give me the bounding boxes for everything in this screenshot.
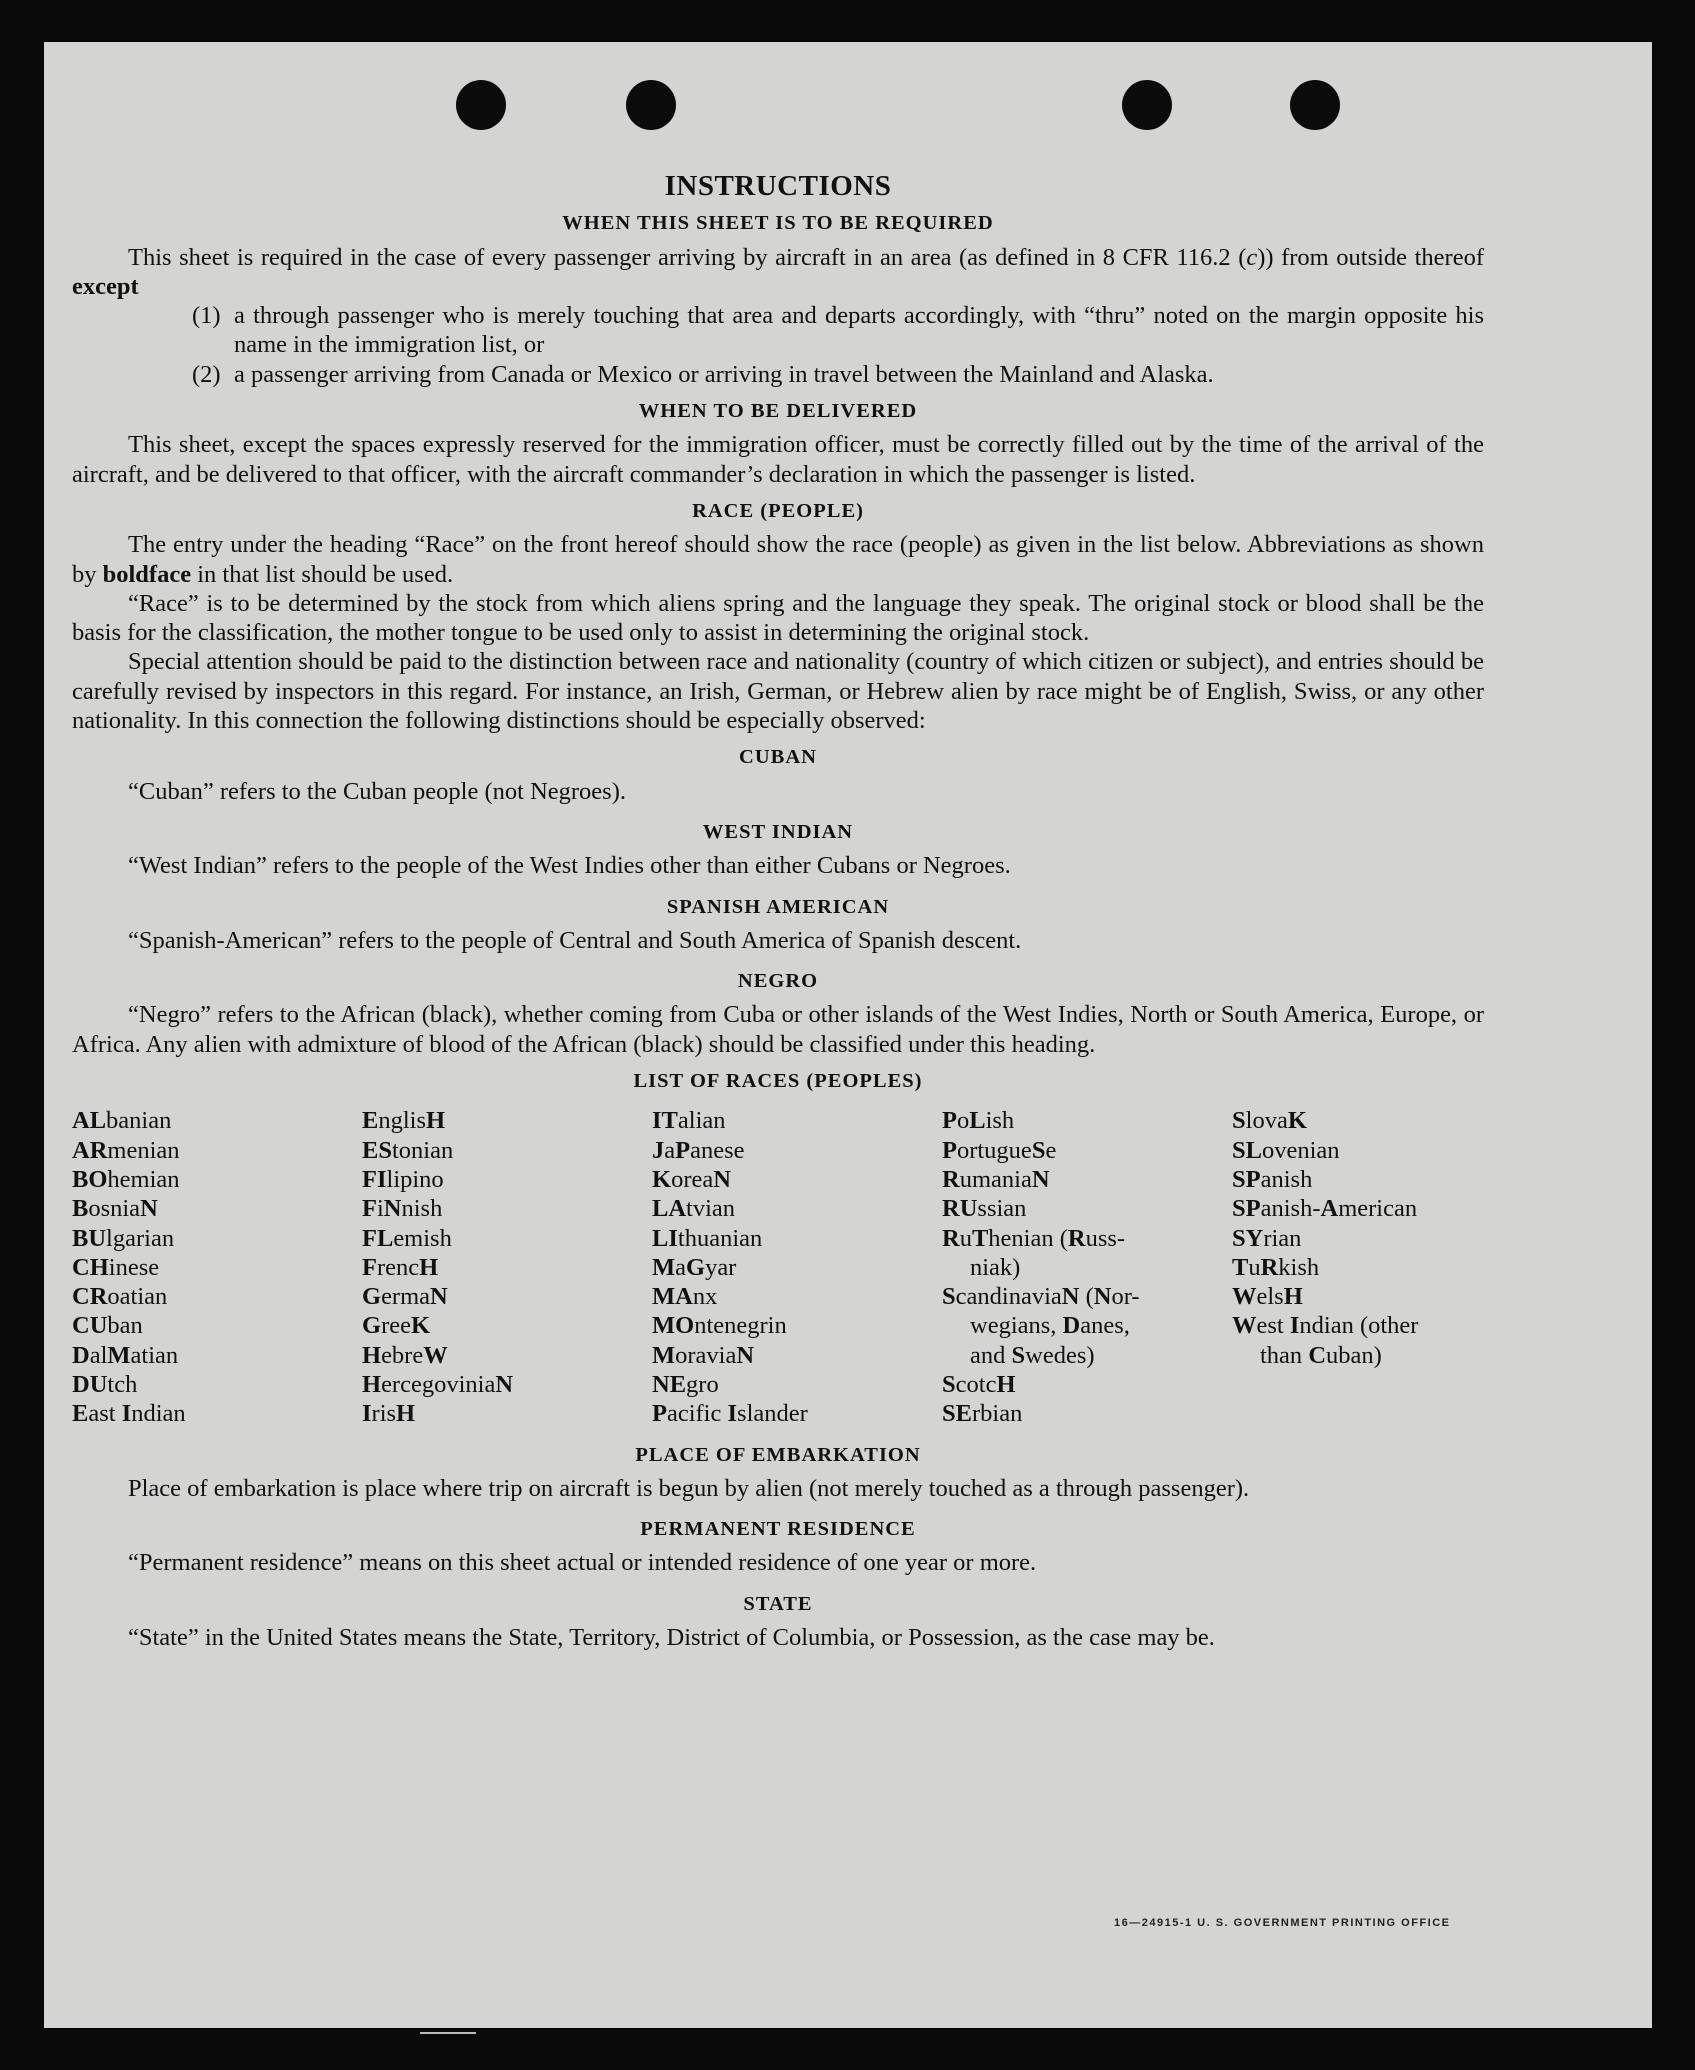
- race-entry: FLemish: [362, 1224, 452, 1252]
- section-heading-residence: PERMANENT RESIDENCE: [640, 1518, 916, 1541]
- race-entry: ITalian: [652, 1107, 726, 1135]
- embarkation-text: Place of embarkation is place where trip on aircraft is begun by alien (not merely touched as a through passenger).: [128, 1474, 1250, 1502]
- section-heading-embarkation: PLACE OF EMBARKATION: [635, 1443, 921, 1466]
- section-heading-race: RACE (PEOPLE): [692, 499, 864, 522]
- exception-number: (2): [192, 360, 221, 388]
- punch-hole: [1290, 80, 1340, 130]
- race-entry: SPanish-American: [1232, 1195, 1418, 1223]
- race-entry: FrencH: [362, 1253, 439, 1281]
- section-heading-required: WHEN THIS SHEET IS TO BE REQUIRED: [562, 212, 994, 235]
- race-entry: SlovaK: [1232, 1107, 1307, 1135]
- section-heading-spanish-american: SPANISH AMERICAN: [666, 895, 890, 918]
- race-entry: MoraviaN: [652, 1341, 755, 1369]
- race-entry: FIlipino: [362, 1165, 444, 1193]
- race-entry: West Indian (other: [1232, 1312, 1419, 1340]
- section-heading-races-list: LIST OF RACES (PEOPLES): [633, 1070, 923, 1093]
- exception-number: (1): [192, 302, 221, 330]
- race-entry: niak): [970, 1253, 1021, 1281]
- residence-text: “Permanent residence” means on this sheet actual or intended residence of one year or more.: [128, 1549, 1037, 1577]
- race-entry: BosniaN: [72, 1195, 158, 1223]
- race-paragraph-3: Special attention should be paid to the distinction between race and nationality (country of which citizen or subject), and entries should be carefully revised by inspectors in this regard. For instance, an Irish, German, or Hebrew alien by race might be of English, Swiss, or any other nationality. In this connection the following distinctions should be especially observed:: [72, 648, 1484, 735]
- race-entry: DUtch: [72, 1370, 138, 1398]
- punch-hole: [626, 80, 676, 130]
- race-entry: RumaniaN: [942, 1165, 1050, 1193]
- race-entry: IrisH: [362, 1400, 416, 1428]
- document-sheet: [44, 42, 1652, 2028]
- races-column: [362, 1106, 652, 1428]
- section-heading-delivered: WHEN TO BE DELIVERED: [638, 400, 918, 423]
- race-entry: Pacific Islander: [652, 1400, 808, 1428]
- race-entry: PoLish: [942, 1107, 1015, 1135]
- section-heading-west-indian: WEST INDIAN: [702, 820, 854, 843]
- race-entry: TuRkish: [1232, 1253, 1320, 1281]
- race-entry: wegians, Danes,: [970, 1312, 1130, 1340]
- race-entry: SPanish: [1232, 1165, 1313, 1193]
- punch-hole: [456, 80, 506, 130]
- race-entry: ScandinaviaN (Nor-: [942, 1283, 1140, 1311]
- race-paragraph-1: The entry under the heading “Race” on the front hereof should show the race (people) as given in the list below. Abbreviations as shown by boldface in that list should be used.: [72, 531, 1484, 588]
- race-entry: RuThenian (Russ-: [942, 1224, 1126, 1252]
- delivered-text: This sheet, except the spaces expressly reserved for the immigration officer, must be correctly filled out by the time of the arrival of the aircraft, and be delivered to that officer, with the aircraft commander’s declaration in which the passenger is listed.: [72, 431, 1484, 488]
- race-entry: BUlgarian: [72, 1224, 175, 1252]
- required-intro: This sheet is required in the case of every passenger arriving by aircraft in an area (as defined in 8 CFR 116.2 (c)) from outside thereof except: [72, 243, 1484, 300]
- race-entry: and Swedes): [970, 1341, 1095, 1369]
- race-entry: WelsH: [1232, 1283, 1303, 1311]
- race-entry: DalMatian: [72, 1341, 179, 1369]
- race-entry: SLovenian: [1232, 1136, 1340, 1164]
- instructions-content: [72, 172, 1484, 1652]
- race-entry: GreeK: [362, 1312, 431, 1340]
- race-entry: HercegoviniaN: [362, 1370, 514, 1398]
- race-entry: HebreW: [362, 1341, 448, 1369]
- race-entry: JaPanese: [652, 1136, 745, 1164]
- race-entry: KoreaN: [652, 1165, 731, 1193]
- section-heading-cuban: CUBAN: [739, 746, 817, 769]
- exception-text: a through passenger who is merely touching that area and departs accordingly, with “thru” noted on the margin opposite his name in the immigration list, or: [234, 302, 1484, 359]
- exception-item: [192, 360, 1484, 389]
- race-paragraph-2: “Race” is to be determined by the stock from which aliens spring and the language they speak. The original stock or blood shall be the basis for the classification, the mother tongue to be used only to assist in determining the original stock.: [72, 589, 1484, 647]
- race-entry: PortugueSe: [942, 1136, 1057, 1164]
- race-entry: LAtvian: [652, 1195, 736, 1223]
- race-entry: ScotcH: [942, 1370, 1016, 1398]
- section-heading-negro: NEGRO: [737, 970, 819, 993]
- race-entry: SErbian: [942, 1400, 1023, 1428]
- race-entry: NEgro: [652, 1370, 719, 1398]
- race-entry: BOhemian: [72, 1165, 180, 1193]
- race-entry: EnglisH: [362, 1107, 446, 1135]
- punch-hole: [1122, 80, 1172, 130]
- race-entry: East Indian: [72, 1400, 186, 1428]
- race-entry: MAnx: [652, 1283, 718, 1311]
- race-entry: GermaN: [362, 1283, 448, 1311]
- state-text: “State” in the United States means the State, Territory, District of Columbia, or Possession, as the case may be.: [128, 1624, 1215, 1652]
- exception-text: a passenger arriving from Canada or Mexico or arriving in travel between the Mainland and Alaska.: [234, 360, 1214, 388]
- exception-item: [192, 301, 1484, 360]
- races-list: [72, 1106, 1484, 1428]
- section-heading-state: STATE: [743, 1592, 813, 1615]
- race-entry: MaGyar: [652, 1253, 737, 1281]
- race-entry: ARmenian: [72, 1136, 180, 1164]
- races-column: [652, 1106, 942, 1428]
- races-column: [1232, 1106, 1484, 1428]
- west-indian-text: “West Indian” refers to the people of the West Indies other than either Cubans or Negroes.: [128, 852, 1011, 880]
- race-entry: CHinese: [72, 1253, 160, 1281]
- race-entry: than Cuban): [1260, 1341, 1382, 1369]
- races-column: [942, 1106, 1232, 1428]
- race-entry: SYrian: [1232, 1224, 1302, 1252]
- race-entry: CRoatian: [72, 1283, 168, 1311]
- race-entry: LIthuanian: [652, 1224, 763, 1252]
- cuban-text: “Cuban” refers to the Cuban people (not Negroes).: [128, 777, 626, 805]
- spanish-american-text: “Spanish-American” refers to the people of Central and South America of Spanish descent.: [128, 926, 1022, 954]
- scan-mark: [420, 2032, 476, 2034]
- printing-office-code: 16—24915-1 U. S. GOVERNMENT PRINTING OFFICE: [1114, 1917, 1451, 1929]
- race-entry: MOntenegrin: [652, 1312, 787, 1340]
- race-entry: CUban: [72, 1312, 143, 1340]
- page-title: INSTRUCTIONS: [664, 170, 892, 202]
- race-entry: EStonian: [362, 1136, 454, 1164]
- negro-text: “Negro” refers to the African (black), whether coming from Cuba or other islands of the West Indies, North or South America, Europe, or Africa. Any alien with admixture of blood of the African (black) should be classified under this heading.: [72, 1001, 1484, 1058]
- race-entry: FiNnish: [362, 1195, 443, 1223]
- race-entry: ALbanian: [72, 1107, 172, 1135]
- races-column: [72, 1106, 362, 1428]
- race-entry: RUssian: [942, 1195, 1027, 1223]
